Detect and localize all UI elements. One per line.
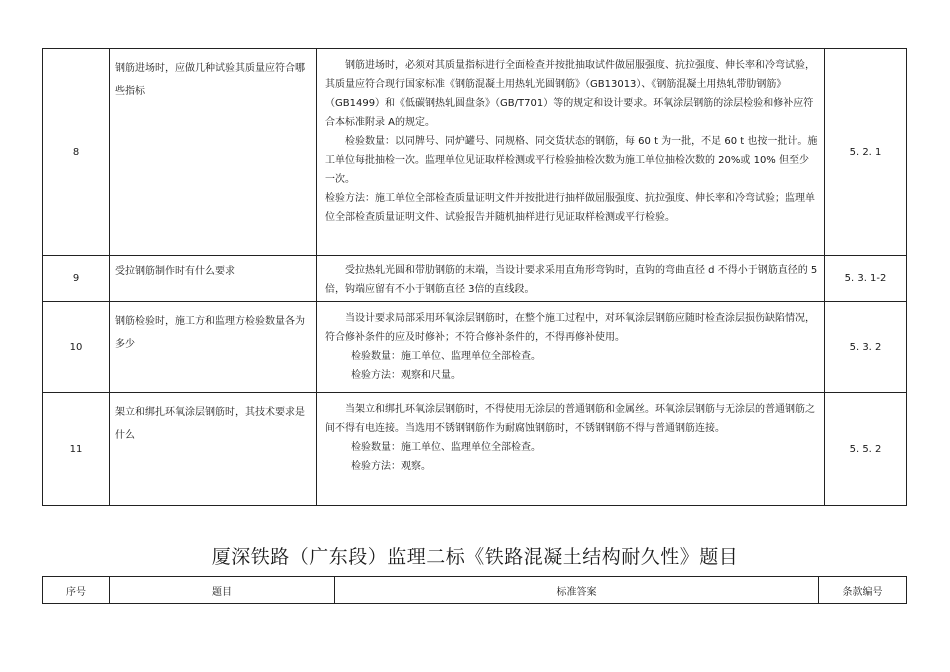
table-row <box>43 393 907 506</box>
header-question: 题目 <box>110 577 335 604</box>
answer-cell <box>317 302 825 393</box>
answer-paragraph: 检验方法：观察和尺量。 <box>351 370 461 381</box>
header-row <box>43 577 907 604</box>
clause-number: 5. 3. 1-2 <box>825 256 907 302</box>
answer-cell <box>317 393 825 506</box>
clause-number: 5. 5. 2 <box>825 393 907 506</box>
header-answer: 标准答案 <box>335 577 819 604</box>
answer-paragraph: 检验方法：观察。 <box>351 461 431 472</box>
answer-paragraph: 受拉热轧光圆和带肋钢筋的末端，当设计要求采用直角形弯钩时，直钩的弯曲直径 d 不得小于钢筋直径的 5 倍，钩端应留有不小于钢筋直径 3倍的直线段。 <box>325 265 818 295</box>
answer-paragraph: 钢筋进场时，必须对其质量指标进行全面检查并按批抽取试件做屈服强度、抗拉强度、伸长率和冷弯试验，其质量应符合现行国家标准《钢筋混凝土用热轧光圆钢筋》（GB13013）、《钢筋混凝土用热轧带肋钢筋》（GB1499）和《低碳钢热轧圆盘条》（GB/T701）等的规定和设计要求。环氧涂层钢筋的涂层检验和修补应符合本标准附录 A的规定。 <box>325 60 815 128</box>
document-title: 厦深铁路（广东段）监理二标《铁路混凝土结构耐久性》题目 <box>211 546 739 568</box>
question-cell: 架立和绑扎环氧涂层钢筋时，其技术要求是什么 <box>110 393 317 506</box>
qa-table <box>42 48 907 506</box>
row-number: 10 <box>43 302 110 393</box>
answer-paragraph: 当架立和绑扎环氧涂层钢筋时，不得使用无涂层的普通钢筋和金属丝。环氧涂层钢筋与无涂层的普通钢筋之间不得有电连接。当选用不锈钢钢筋作为耐腐蚀钢筋时，不锈钢钢筋不得与普通钢筋连接。 <box>325 404 815 434</box>
question-cell: 钢筋检验时，施工方和监理方检验数量各为多少 <box>110 302 317 393</box>
header-number: 序号 <box>43 577 110 604</box>
answer-paragraph: 当设计要求局部采用环氧涂层钢筋时，在整个施工过程中，对环氧涂层钢筋应随时检查涂层损伤缺陷情况，符合修补条件的应及时修补；不符合修补条件的，不得再修补使用。 <box>325 313 815 343</box>
answer-paragraph: 检验数量：以同牌号、同炉罐号、同规格、同交货状态的钢筋，每 60 t 为一批，不足 60 t 也按一批计。施工单位每批抽检一次。监理单位见证取样检测或平行检验抽检次数为施工单位抽检次数的 20%或 10% 但至少一次。 <box>325 136 818 185</box>
clause-number: 5. 2. 1 <box>825 49 907 256</box>
header-table <box>42 576 907 604</box>
header-clause: 条款编号 <box>819 577 907 604</box>
answer-paragraph: 检验数量：施工单位、监理单位全部检查。 <box>351 442 541 453</box>
table-row <box>43 49 907 256</box>
answer-cell <box>317 49 825 256</box>
answer-paragraph: 检验数量：施工单位、监理单位全部检查。 <box>351 351 541 362</box>
answer-paragraph: 检验方法：施工单位全部检查质量证明文件并按批进行抽样做屈服强度、抗拉强度、伸长率和冷弯试验；监理单位全部检查质量证明文件、试验报告并随机抽样进行见证取样检测或平行检验。 <box>325 193 815 223</box>
answer-cell <box>317 256 825 302</box>
question-cell: 受拉钢筋制作时有什么要求 <box>110 256 317 302</box>
row-number: 11 <box>43 393 110 506</box>
question-cell: 钢筋进场时，应做几种试验其质量应符合哪些指标 <box>110 49 317 256</box>
row-number: 9 <box>43 256 110 302</box>
table-row <box>43 302 907 393</box>
row-number: 8 <box>43 49 110 256</box>
table-row <box>43 256 907 302</box>
clause-number: 5. 3. 2 <box>825 302 907 393</box>
